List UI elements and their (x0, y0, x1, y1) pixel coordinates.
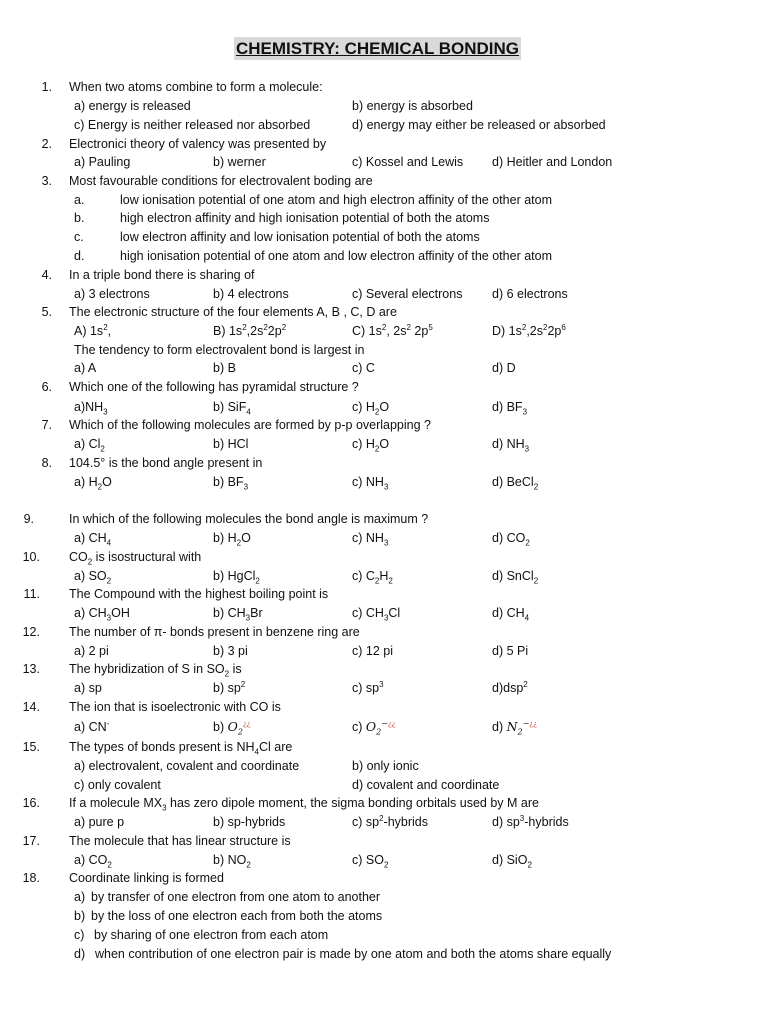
question-text: Which of the following molecules are formed by p-p overlapping ? (69, 418, 431, 432)
option-b: b) werner (213, 155, 266, 169)
option-d: d) $sp^3$-hybrids (492, 813, 569, 829)
option-b: b) SiF$_4$ (213, 400, 251, 417)
question-number: 12. (22, 625, 40, 639)
option-row (0, 776, 768, 794)
option-c: c) 12 pi (352, 644, 393, 658)
option-a: a) $CH_4$ (74, 531, 112, 548)
option-row (0, 757, 768, 775)
option-row (0, 153, 768, 171)
option-row (0, 191, 768, 209)
question-number: 7. (41, 418, 52, 432)
option-a: a) $H_2O$ (74, 475, 112, 492)
option-b: B) $1s^2,2s^22p^2$ (213, 322, 287, 338)
option-d: d) $N_2^{-¿¿}$ (492, 718, 537, 737)
question-2 (0, 135, 768, 153)
option-letter: c. (74, 230, 84, 244)
option-c: c) $C_2H_2$ (352, 569, 393, 586)
option-row (0, 228, 768, 246)
question-text: 104.5° is the bond angle present in (69, 456, 263, 470)
option-d: d) SiO$_2$ (492, 853, 532, 870)
option-row (0, 679, 768, 697)
option-b: b) 4 electrons (213, 287, 289, 301)
question-text: Electronici theory of valency was presented by (69, 137, 327, 151)
option-a: a) $SO_2$ (74, 569, 112, 586)
option-c: c) Several electrons (352, 287, 463, 301)
option-letter: b) (74, 909, 86, 923)
question-number: 18. (22, 871, 40, 885)
question-number: 13. (22, 662, 40, 676)
question-text: The molecule that has linear structure is (69, 834, 291, 848)
option-c: c) $CH_3Cl$ (352, 606, 401, 623)
option-b: b) B (213, 361, 236, 375)
question-8 (0, 454, 768, 472)
option-a: a) CN- (74, 718, 110, 734)
option-d: d) BeCl$_2$ (492, 475, 539, 492)
option-letter: b. (74, 211, 85, 225)
option-d: high ionisation potential of one atom and low electron affinity of the other atom (120, 249, 552, 263)
question-text: The number of π- bonds present in benzene ring are (69, 625, 360, 639)
question-13 (0, 660, 768, 678)
question-number: 1. (41, 80, 52, 94)
question-number: 17. (22, 834, 40, 848)
option-row (0, 642, 768, 660)
question-9 (0, 510, 768, 528)
option-b: b) energy is absorbed (352, 99, 473, 113)
option-d: d) $NH_3$ (492, 437, 530, 454)
option-a: a) 3 electrons (74, 287, 150, 301)
option-d: D) $1s^2,2s^22p^6$ (492, 322, 566, 338)
option-b: b) $O_2^{¿¿}$ (213, 719, 251, 737)
question-15 (0, 738, 768, 756)
option-a: by transfer of one electron from one atom to another (91, 890, 381, 904)
option-a: a) energy is released (74, 99, 191, 113)
option-b: b) $NO_2$ (213, 853, 251, 870)
option-row (0, 851, 768, 869)
option-row (0, 473, 768, 491)
question-number: 14. (22, 700, 40, 714)
question-7 (0, 416, 768, 434)
option-c: c) $SO_2$ (352, 853, 389, 870)
option-a: a) A (74, 361, 97, 375)
question-text: Coordinate linking is formed (69, 871, 224, 885)
question-4 (0, 266, 768, 284)
option-letter: a. (74, 193, 85, 207)
option-row (0, 813, 768, 831)
option-a: a) $CH_3OH$ (74, 606, 130, 623)
option-a: a) pure p (74, 815, 125, 829)
option-d: when contribution of one electron pair is made by one atom and both the atoms share equally (95, 947, 612, 961)
option-b: b) only ionic (352, 759, 419, 773)
option-row (0, 907, 768, 925)
option-d: d) 6 electrons (492, 287, 568, 301)
option-c: c) Kossel and Lewis (352, 155, 464, 169)
option-c: c) Energy is neither released nor absorbed (74, 118, 311, 132)
option-row (0, 116, 768, 134)
option-b: b) $sp^2$ (213, 679, 246, 695)
question-text: If a molecule $MX_3$ has zero dipole moment, the sigma bonding orbitals used by M are (69, 796, 539, 813)
question-11 (0, 585, 768, 603)
option-letter: a) (74, 890, 86, 904)
option-b: b) sp-hybrids (213, 815, 286, 829)
question-5 (0, 303, 768, 321)
option-c: c) $NH_3$ (352, 531, 389, 548)
option-row (0, 567, 768, 585)
question-16 (0, 794, 768, 812)
option-a: A) $1s^2$, (74, 322, 112, 338)
question-text: Most favourable conditions for electrovalent boding are (69, 174, 373, 188)
question-text: When two atoms combine to form a molecule: (69, 80, 323, 94)
option-b: by the loss of one electron each from both the atoms (91, 909, 383, 923)
question-text: $CO_2$ is isostructural with (69, 550, 202, 567)
option-c: c) $NH_3$ (352, 475, 389, 492)
question-text: The types of bonds present is $NH_4Cl$ are (69, 740, 293, 757)
question-number: 3. (41, 174, 52, 188)
question-3 (0, 172, 768, 190)
option-a: a) Pauling (74, 155, 131, 169)
question-text: In a triple bond there is sharing of (69, 268, 255, 282)
option-a: a) $Cl_2$ (74, 437, 105, 454)
option-letter: c) (74, 928, 85, 942)
option-d: d) $CH_4$ (492, 606, 530, 623)
option-b: b) $CH_3Br$ (213, 606, 263, 623)
question-number: 16. (22, 796, 40, 810)
option-row (0, 398, 768, 416)
question-subtext (0, 341, 768, 359)
option-c: c) C (352, 361, 375, 375)
option-d: d) D (492, 361, 516, 375)
option-letter: d. (74, 249, 85, 263)
option-row (0, 285, 768, 303)
question-12 (0, 623, 768, 641)
question-number: 10. (22, 550, 40, 564)
option-d: d) 5 Pi (492, 644, 529, 658)
option-row (0, 604, 768, 622)
question-number: 5. (41, 305, 52, 319)
option-row (0, 945, 768, 963)
option-a: a) 2 pi (74, 644, 109, 658)
option-b: b) HgCl$_2$ (213, 569, 260, 586)
question-number: 11. (23, 587, 40, 601)
option-row (0, 97, 768, 115)
option-c: c) $H_2O$ (352, 437, 390, 454)
option-d: d) $BF_3$ (492, 400, 528, 417)
option-a: $a)NH_3$ (74, 400, 108, 417)
option-d: d) Heitler and London (492, 155, 613, 169)
option-a: a) electrovalent, covalent and coordinate (74, 759, 300, 773)
question-17 (0, 832, 768, 850)
question-text: The Compound with the highest boiling point is (69, 587, 329, 601)
option-row (0, 926, 768, 944)
question-18 (0, 869, 768, 887)
option-b: b) $H_2O$ (213, 531, 251, 548)
question-number: 4. (41, 268, 52, 282)
question-6 (0, 378, 768, 396)
question-number: 2. (41, 137, 52, 151)
option-row (0, 247, 768, 265)
option-b: b) HCl (213, 437, 249, 451)
option-c: c) $sp^3$ (352, 679, 384, 695)
question-text: In which of the following molecules the bond angle is maximum ? (69, 512, 429, 526)
question-number: 15. (22, 740, 40, 754)
option-c: by sharing of one electron from each atom (94, 928, 329, 942)
option-c: c) $O_2^{-¿¿}$ (352, 718, 396, 737)
question-text: Which one of the following has pyramidal structure ? (69, 380, 359, 394)
option-c: c) only covalent (74, 778, 161, 792)
question-text: The ion that is isoelectronic with CO is (69, 700, 281, 714)
option-d: d) covalent and coordinate (352, 778, 500, 792)
option-c: low electron affinity and low ionisation potential of both the atoms (120, 230, 480, 244)
option-a: a) $CO_2$ (74, 853, 112, 870)
option-d: d)dsp$^2$ (492, 679, 528, 695)
question-text: The hybridization of S in $SO_2$ is (69, 662, 242, 679)
page-title: CHEMISTRY: CHEMICAL BONDING (236, 39, 520, 58)
option-b: high electron affinity and high ionisation potential of both the atoms (120, 211, 490, 225)
option-row (0, 718, 768, 736)
option-row (0, 322, 768, 340)
question-text: The tendency to form electrovalent bond is largest in (74, 343, 365, 357)
option-row (0, 209, 768, 227)
question-number: 9. (23, 512, 34, 526)
option-row (0, 359, 768, 377)
option-b: b) $BF_3$ (213, 475, 249, 492)
question-number: 8. (41, 456, 52, 470)
question-text: The electronic structure of the four elements A, B , C, D are (69, 305, 397, 319)
option-c: c) $H_2O$ (352, 400, 390, 417)
option-d: d) energy may either be released or absorbed (352, 118, 606, 132)
option-letter: d) (74, 947, 86, 961)
option-row (0, 435, 768, 453)
question-10 (0, 548, 768, 566)
question-1 (0, 78, 768, 96)
option-row (0, 888, 768, 906)
option-a: a) sp (74, 681, 102, 695)
option-d: d) $CO_2$ (492, 531, 530, 548)
option-row (0, 529, 768, 547)
option-d: d) SnCl$_2$ (492, 569, 539, 586)
option-a: low ionisation potential of one atom and high electron affinity of the other atom (120, 193, 552, 207)
question-number: 6. (41, 380, 52, 394)
option-c: C) $1s^2$, $2s^2$ $2p^5$ (352, 322, 433, 338)
option-c: c) $sp^2$-hybrids (352, 813, 429, 829)
question-14 (0, 698, 768, 716)
option-b: b) 3 pi (213, 644, 248, 658)
